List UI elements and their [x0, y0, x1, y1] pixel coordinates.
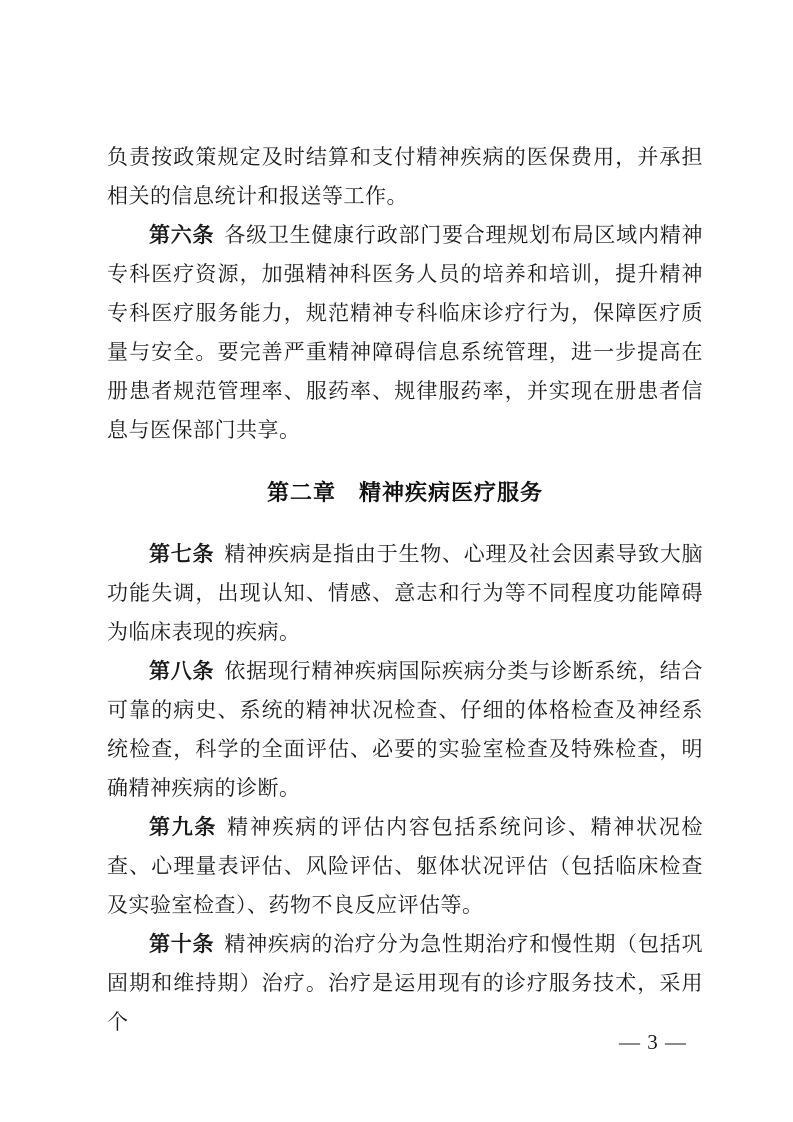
paragraph-continued: 负责按政策规定及时结算和支付精神疾病的医保费用，并承担相关的信息统计和报送等工作。: [107, 145, 703, 208]
article-10-text: 精神疾病的治疗分为急性期治疗和慢性期（包括巩固期和维持期）治疗。治疗是运用现有的诊疗服务技术，采用个: [107, 932, 703, 1034]
page-number: — 3 —: [619, 1030, 687, 1054]
article-8-label: 第八条: [149, 660, 215, 683]
article-9-text: 精神疾病的评估内容包括系统问诊、精神状况检查、心理量表评估、风险评估、躯体状况评估（包括临床检查及实验室检查）、药物不良反应评估等。: [107, 815, 704, 917]
article-6-text: 各级卫生健康行政部门要合理规划布局区域内精神专科医疗资源，加强精神科医务人员的培养和培训，提升精神专科医疗服务能力，规范精神专科临床诊疗行为，保障医疗质量与安全。要完善严重精神障碍信息系统管理，进一步提高在册患者规范管理率、服药率、规律服药率，并实现在册患者信息与医保部门共享。: [107, 223, 703, 442]
paragraph-article-6: [107, 216, 703, 450]
chapter-2-heading: 第二章 精神疾病医疗服务: [266, 480, 543, 505]
article-8-text: 依据现行精神疾病国际疾病分类与诊断系统，结合可靠的病史、系统的精神状况检查、仔细的体格检查及神经系统检查，科学的全面评估、必要的实验室检查及特殊检查，明确精神疾病的诊断。: [107, 659, 703, 800]
article-9-label: 第九条: [149, 816, 218, 839]
document-body: [107, 138, 703, 1042]
article-6-label: 第六条: [149, 224, 215, 247]
paragraph-article-9: [107, 808, 703, 925]
article-7-text: 精神疾病是指由于生物、心理及社会因素导致大脑功能失调，出现认知、情感、意志和行为等不同程度功能障碍为临床表现的疾病。: [107, 542, 703, 644]
paragraph-article-7: [107, 535, 703, 652]
paragraph-article-10: [107, 925, 703, 1042]
paragraph-article-8: [107, 652, 703, 808]
article-10-label: 第十条: [149, 933, 215, 956]
article-7-label: 第七条: [149, 543, 215, 566]
